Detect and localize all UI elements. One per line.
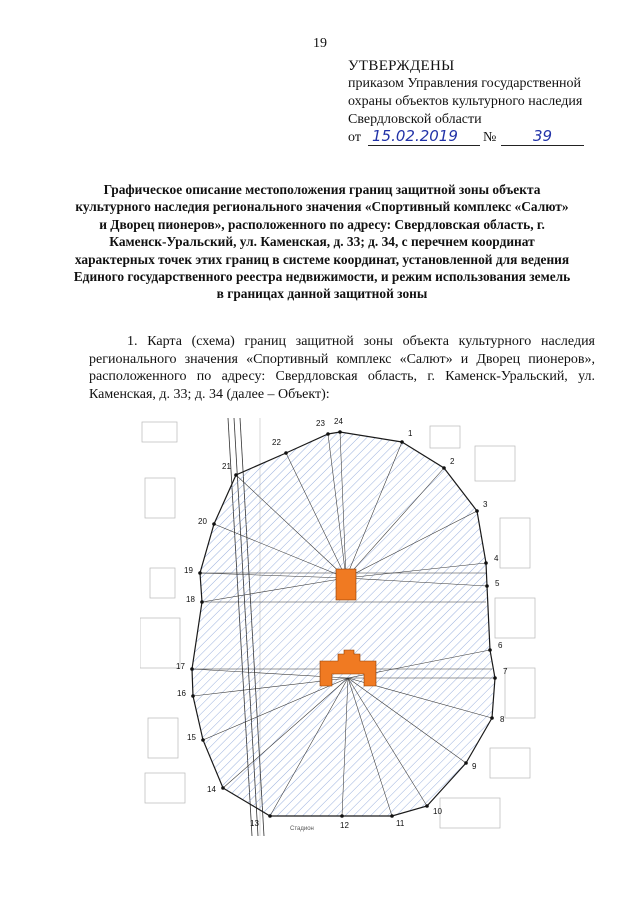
boundary-point-label: 9 — [472, 762, 477, 771]
boundary-point — [425, 804, 429, 808]
boundary-point — [490, 716, 494, 720]
protection-zone-area — [192, 432, 495, 816]
paragraph-1 — [89, 333, 595, 403]
boundary-point-label: 23 — [316, 419, 325, 428]
boundary-point — [221, 786, 225, 790]
boundary-point — [200, 600, 204, 604]
street-caption: Стадион — [290, 826, 314, 832]
approval-line-2: охраны объектов культурного наследия — [348, 94, 583, 109]
boundary-point — [284, 451, 288, 455]
boundary-point — [338, 430, 342, 434]
boundary-point-label: 6 — [498, 641, 503, 650]
approval-signature-line — [348, 129, 582, 147]
boundary-point-label: 19 — [184, 566, 193, 575]
boundary-point — [201, 738, 205, 742]
boundary-point-label: 3 — [483, 500, 488, 509]
boundary-point — [191, 694, 195, 698]
number-underline — [501, 145, 584, 146]
boundary-point-label: 5 — [495, 579, 500, 588]
boundary-point-label: 2 — [450, 457, 455, 466]
number-prefix: № — [483, 130, 497, 145]
boundary-point — [488, 648, 492, 652]
boundary-point-label: 24 — [334, 418, 343, 426]
approval-block — [348, 57, 582, 147]
boundary-point — [268, 814, 272, 818]
approval-line-1: приказом Управления государственной — [348, 76, 582, 91]
boundary-point-label: 22 — [272, 438, 281, 447]
boundary-point — [400, 440, 404, 444]
date-underline — [368, 145, 480, 146]
boundary-point-label: 16 — [177, 689, 186, 698]
approval-heading: УТВЕРЖДЕНЫ — [348, 58, 455, 74]
boundary-point — [485, 584, 489, 588]
boundary-point-label: 10 — [433, 807, 442, 816]
zone-map — [140, 418, 540, 836]
boundary-point — [340, 814, 344, 818]
approval-line-3: Свердловской области — [348, 112, 482, 127]
boundary-point — [390, 814, 394, 818]
boundary-point-label: 4 — [494, 554, 499, 563]
boundary-point-label: 7 — [503, 667, 508, 676]
boundary-point-label: 14 — [207, 785, 216, 794]
object-building-salut — [336, 569, 356, 600]
boundary-point — [475, 509, 479, 513]
boundary-point-label: 21 — [222, 462, 231, 471]
boundary-point — [190, 667, 194, 671]
boundary-point-label: 17 — [176, 662, 185, 671]
boundary-point-label: 15 — [187, 733, 196, 742]
boundary-point-label: 13 — [250, 819, 259, 828]
date-prefix: от — [348, 130, 361, 145]
boundary-point-label: 11 — [396, 819, 405, 828]
zone-map-svg — [140, 418, 540, 836]
boundary-point — [326, 432, 330, 436]
paragraph-1-text: 1. Карта (схема) границ защитной зоны объекта культурного наследия регионального значения «Спортивный комплекс «Салют» и Дворец пионеров», расположенного по адресу: Свердловская область, г. Каменск-Уральский, ул. Каменская, д. 33; д. 34 (далее – Объект): — [89, 334, 595, 402]
boundary-point — [198, 571, 202, 575]
boundary-point — [484, 561, 488, 565]
boundary-point — [234, 473, 238, 477]
boundary-point — [212, 522, 216, 526]
handwritten-number: 39 — [533, 127, 553, 145]
document-title: Графическое описание местоположения границ защитной зоны объекта культурного наследия регионального значения «Спортивный комплекс «Салют» и Дворец пионеров», расположенного по адресу: Свердловская область, г. Каменск-Уральский, ул. Каменская, д. 33; д. 34, с перечнем координат характерных точек этих границ в системе координат, установленной для ведения Единого государственного реестра недвижимости, и режим использования земель в границах данной защитной зоны — [73, 182, 571, 302]
boundary-point — [442, 466, 446, 470]
handwritten-date: 15.02.2019 — [372, 127, 458, 145]
boundary-point-label: 20 — [198, 517, 207, 526]
boundary-point-label: 1 — [408, 429, 413, 438]
boundary-point — [493, 676, 497, 680]
boundary-point-label: 8 — [500, 715, 505, 724]
boundary-point-label: 12 — [340, 821, 349, 830]
page-number: 19 — [313, 36, 327, 51]
boundary-point-label: 18 — [186, 595, 195, 604]
boundary-point — [464, 761, 468, 765]
